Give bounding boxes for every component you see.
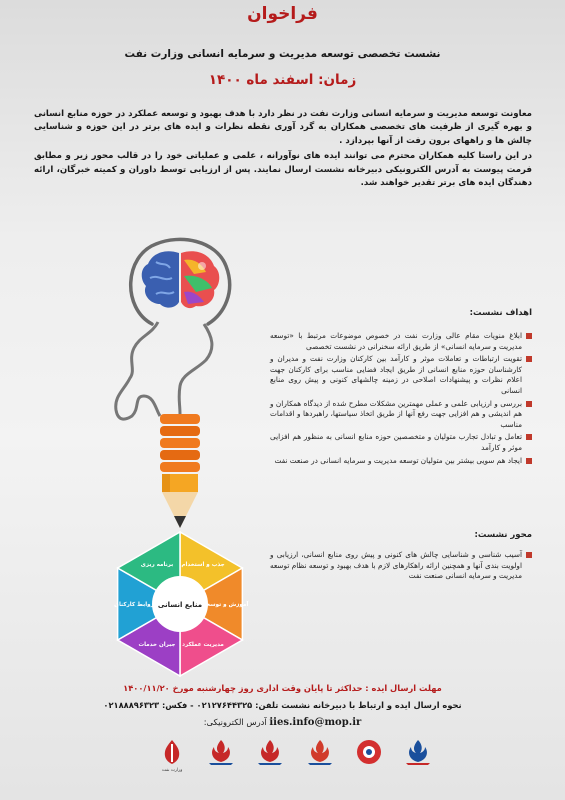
flame-icon [206, 738, 236, 766]
bullet-square-icon [526, 552, 532, 558]
hexagon-segment-label: جذب و استخدام [181, 562, 225, 569]
goal-item: ابلاغ منویات مقام عالی وزارت نفت در خصوص موضوعات مرتبط با «توسعه مدیریت و سرمایه انسانی» از طریق ارائه سخنرانی در نشست تخصصی [270, 331, 532, 352]
goal-item: تعامل و تبادل تجارب متولیان و متخصصین حوزه منابع انسانی به منظور هم افزایی موثر و کارآمد [270, 432, 532, 453]
bullet-square-icon [526, 401, 532, 407]
hexagon-segment-label: آموزش و توسعه [203, 602, 249, 608]
flame-icon [255, 738, 285, 766]
goal-item: تقویت ارتباطات و تعاملات موثر و کارآمد بین کارکنان وزارت نفت و مدیران و کارشناسان حوزه منابع انسانی از طریق ایجاد فضایی مناسب برای کارکنان جهت اعلام نظرات و پیشنهادات اصلاحی در زمینه چالشهای کنونی و پیش روی منابع انسانی [270, 354, 532, 396]
brain-icon [142, 251, 220, 308]
axis-section [270, 530, 532, 584]
email-row [20, 717, 545, 728]
emblem-logo [150, 738, 194, 773]
bullet-square-icon [526, 434, 532, 440]
pencil-coil [160, 414, 200, 472]
hr-hexagon-diagram [102, 528, 258, 680]
goals-list [270, 331, 532, 466]
goals-title: اهداف نشست: [469, 308, 532, 318]
flame-icon [403, 738, 433, 766]
intro-paragraph-2: در این راستا کلیه همکاران محترم می توانند ایده های نوآورانه ، علمی و عملیاتی خود را در قالب محور زیر و مطابق فرمت پیوست به آدرس الکترونیکی دبیرخانه نشست ارسال نمایند. پس از ارزیابی توسط داوران و کمیته خبرگان، ارائه دهندگان ایده های برتر تقدیر خواهند شد. [34, 151, 532, 189]
hexagon-segment-label: جبران خدمات [138, 641, 176, 648]
axis-list [270, 550, 532, 582]
hexagon-segment-label: مدیریت عملکرد [182, 641, 224, 648]
lightbulb-pencil-illustration [100, 210, 260, 535]
hexagon-segment-label: برنامه ریزی [140, 562, 174, 569]
email-address[interactable]: iies.info@mop.ir [269, 717, 362, 728]
page-title: فراخوان [247, 4, 318, 24]
email-label: آدرس الکترونیکی: [203, 717, 267, 727]
emblem-icon [159, 738, 185, 766]
intro-text [34, 108, 532, 192]
goal-item: بررسی و ارزیابی علمی و عملی مهمترین مشکلات مطرح شده از دیدگاه همکاران و هم اندیشی و هم افزایی جهت رفع آنها از طریق اتخاذ سیاستها، راهبردها و اقدامات مناسب [270, 399, 532, 431]
flame-logo-2 [248, 738, 292, 766]
flame-logo-1 [199, 738, 243, 766]
flame-logo-4 [396, 738, 440, 766]
hexagon-center-label: منابع انسانی [157, 601, 203, 609]
bullet-square-icon [526, 356, 532, 362]
flame-logo-3 [298, 738, 342, 766]
emblem-logo-caption: وزارت نفت [161, 768, 183, 773]
goal-item: ایجاد هم سویی بیشتر بین متولیان توسعه مدیریت و سرمایه انسانی در صنعت نفت [270, 456, 532, 467]
circle-logo [347, 738, 391, 766]
axis-title: محور نشست: [474, 530, 532, 540]
bullet-square-icon [526, 333, 532, 339]
deadline-text: مهلت ارسال ایده : حداکثر تا پایان وقت اداری روز چهارشنبه مورخ ۱۴۰۰/۱۱/۲۰ [123, 683, 442, 693]
event-subtitle: نشست تخصصی توسعه مدیریت و سرمایه انسانی وزارت نفت [124, 48, 441, 60]
event-date: زمان: اسفند ماه ۱۴۰۰ [208, 72, 357, 88]
goals-section [270, 308, 532, 468]
intro-paragraph-1: معاونت توسعه مدیریت و سرمایه انسانی وزارت نفت در نظر دارد با هدف بهبود و توسعه عملکرد در حوزه منابع انسانی و بهره گیری از ظرفیت های تخصصی همکاران به گرد آوری نقطه نظرات و ایده های برتر در این حوزه و شناسایی چالش ها و راههای برون رفت از آنها بپردازد . [34, 109, 532, 146]
circle-emblem-icon [355, 738, 383, 766]
bullet-square-icon [526, 458, 532, 464]
flame-icon [305, 738, 335, 766]
logos-row [150, 738, 440, 788]
contact-text: نحوه ارسال ایده و ارتباط با دبیرخانه نشست تلفن: ۰۲۱۲۷۶۴۴۳۲۵ - فکس: ۰۲۱۸۸۸۹۶۳۲۳ [103, 700, 462, 710]
hexagon-segment-label: روابط کارکنان [114, 602, 154, 608]
bulb-wire [116, 322, 160, 419]
axis-item: آسیب شناسی و شناسایی چالش های کنونی و پیش روی منابع انسانی، ارزیابی و اولویت بندی آنها و همچنین ارائه راهکارهای لازم با هدف بهبود و توسعه نظام توسعه مدیریت و سرمایه انسانی صنعت نفت [270, 550, 532, 582]
